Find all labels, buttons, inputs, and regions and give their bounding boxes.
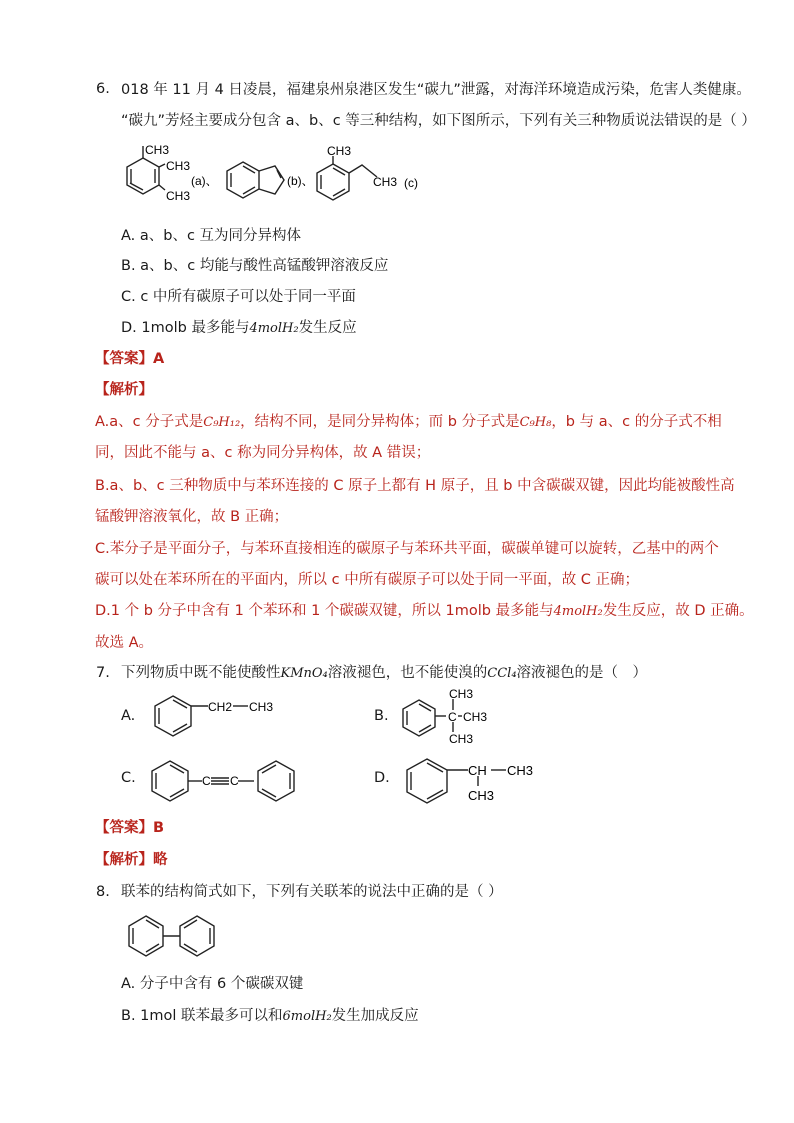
formula-c9h12: C₉H₁₂ — [203, 415, 241, 430]
q7b-ch3-bottom: CH3 — [449, 732, 474, 746]
q7-option-b-structure — [400, 686, 500, 748]
q8-option-b: B. 1mol 联苯最多可以和6molH₂发生加成反应 — [121, 1008, 419, 1024]
struct-c-label: (c) — [404, 176, 418, 190]
q7-option-d-letter: D. — [374, 770, 390, 786]
formula-6molh2: 6molH₂ — [282, 1009, 332, 1024]
struct-a-ch3-mid: CH3 — [166, 159, 191, 173]
q6-number: 6. — [96, 81, 110, 97]
formula-kmno4: KMnO₄ — [280, 666, 328, 681]
q7d-ch: CH — [468, 763, 487, 778]
q6-option-c: C. c 中所有碳原子可以处于同一平面 — [121, 289, 356, 305]
q6-stem-line1: 018 年 11 月 4 日凌晨，福建泉州泉港区发生“碳九”泄露，对海洋环境造成污染，危害人类健康。 — [121, 82, 751, 98]
q7c-c-right: C — [230, 774, 239, 788]
struct-b-label: (b)、 — [287, 174, 314, 188]
q7-option-a-structure — [150, 690, 280, 745]
q6-stem-line2: “碳九”芳烃主要成分包含 a、b、c 等三种结构，如下图所示，下列有关三种物质说法错误的是（ ） — [121, 113, 756, 129]
q6-analysis-d: D.1 个 b 分子中含有 1 个苯环和 1 个碳碳双键，所以 1molb 最多能与4molH₂发生反应，故 D 正确。 — [95, 603, 754, 619]
q7a-ch2: CH2 — [208, 700, 233, 714]
q6-conclusion: 故选 A。 — [95, 635, 154, 651]
q8-option-a: A. 分子中含有 6 个碳碳双键 — [121, 976, 304, 992]
q7c-c-left: C — [202, 774, 211, 788]
struct-a-ch3-top: CH3 — [145, 143, 170, 157]
q7-number: 7. — [96, 665, 110, 681]
q6-analysis-title: 【解析】 — [95, 382, 153, 398]
q6-analysis-a-line1: A.a、c 分子式是C₉H₁₂，结构不同，是同分异构体；而 b 分子式是C₉H₈，b 与 a、c 的分子式不相 — [95, 414, 722, 430]
q7b-ch3-top: CH3 — [449, 687, 474, 701]
q7-analysis: 【解析】略 — [95, 852, 168, 868]
q7-option-a-letter: A. — [121, 708, 136, 724]
q7-option-c-letter: C. — [121, 770, 136, 786]
q8-biphenyl-structure — [124, 914, 224, 958]
q6-option-b: B. a、b、c 均能与酸性高锰酸钾溶液反应 — [121, 258, 389, 274]
q6-option-d — [121, 316, 357, 337]
q8-stem: 联苯的结构简式如下，下列有关联苯的说法中正确的是（ ） — [121, 884, 503, 900]
q6-analysis-c-line1: C.苯分子是平面分子，与苯环直接相连的碳原子与苯环共平面，碳碳单键可以旋转，乙基中的两个 — [95, 541, 719, 557]
q6-option-d-formula: 4molH₂ — [249, 321, 299, 336]
q6-analysis-b-line1: B.a、b、c 三种物质中与苯环连接的 C 原子上都有 H 原子，且 b 中含碳碳双键，因此均能被酸性高 — [95, 478, 735, 494]
q6-analysis-c-line2: 碳可以处在苯环所在的平面内，所以 c 中所有碳原子可以处于同一平面，故 C 正确； — [95, 572, 640, 588]
struct-a-ch3-bot: CH3 — [166, 189, 191, 203]
struct-c-ch3-top: CH3 — [327, 144, 352, 158]
struct-c-ch3-right: CH3 — [373, 175, 398, 189]
q6-structures-figure — [115, 140, 425, 215]
q6-option-d-text-post: 发生反应 — [298, 320, 357, 336]
formula-4molh2: 4molH₂ — [553, 604, 603, 619]
q7d-ch3-bottom: CH3 — [468, 788, 495, 803]
q6-option-d-text-pre: D. 1molb 最多能与 — [121, 320, 250, 336]
q6-option-a: A. a、b、c 互为同分异构体 — [121, 228, 302, 244]
q7b-ch3-right: CH3 — [463, 710, 488, 724]
q6-analysis-a-line2: 同，因此不能与 a、c 称为同分异构体，故 A 错误； — [95, 445, 431, 461]
formula-c9h8: C₉H₈ — [519, 415, 552, 430]
q7a-ch3: CH3 — [249, 700, 274, 714]
q7d-ch3-right: CH3 — [507, 763, 534, 778]
q7-option-d-structure — [402, 754, 542, 810]
q7-stem: 下列物质中既不能使酸性KMnO₄溶液褪色，也不能使溴的CCl₄溶液褪色的是（ ） — [121, 665, 648, 681]
structure-b — [227, 162, 284, 198]
q7-option-c-structure — [148, 757, 303, 805]
structure-c — [317, 156, 377, 200]
q7-answer: 【答案】B — [95, 820, 165, 836]
q7-option-b-letter: B. — [374, 708, 389, 724]
q6-answer: 【答案】A — [95, 351, 165, 367]
struct-a-label: (a)、 — [191, 174, 218, 188]
formula-ccl4: CCl₄ — [487, 666, 517, 681]
q6-analysis-b-line2: 锰酸钾溶液氧化，故 B 正确； — [95, 509, 289, 525]
q8-number: 8. — [96, 884, 110, 900]
q7b-c: C — [448, 710, 457, 724]
